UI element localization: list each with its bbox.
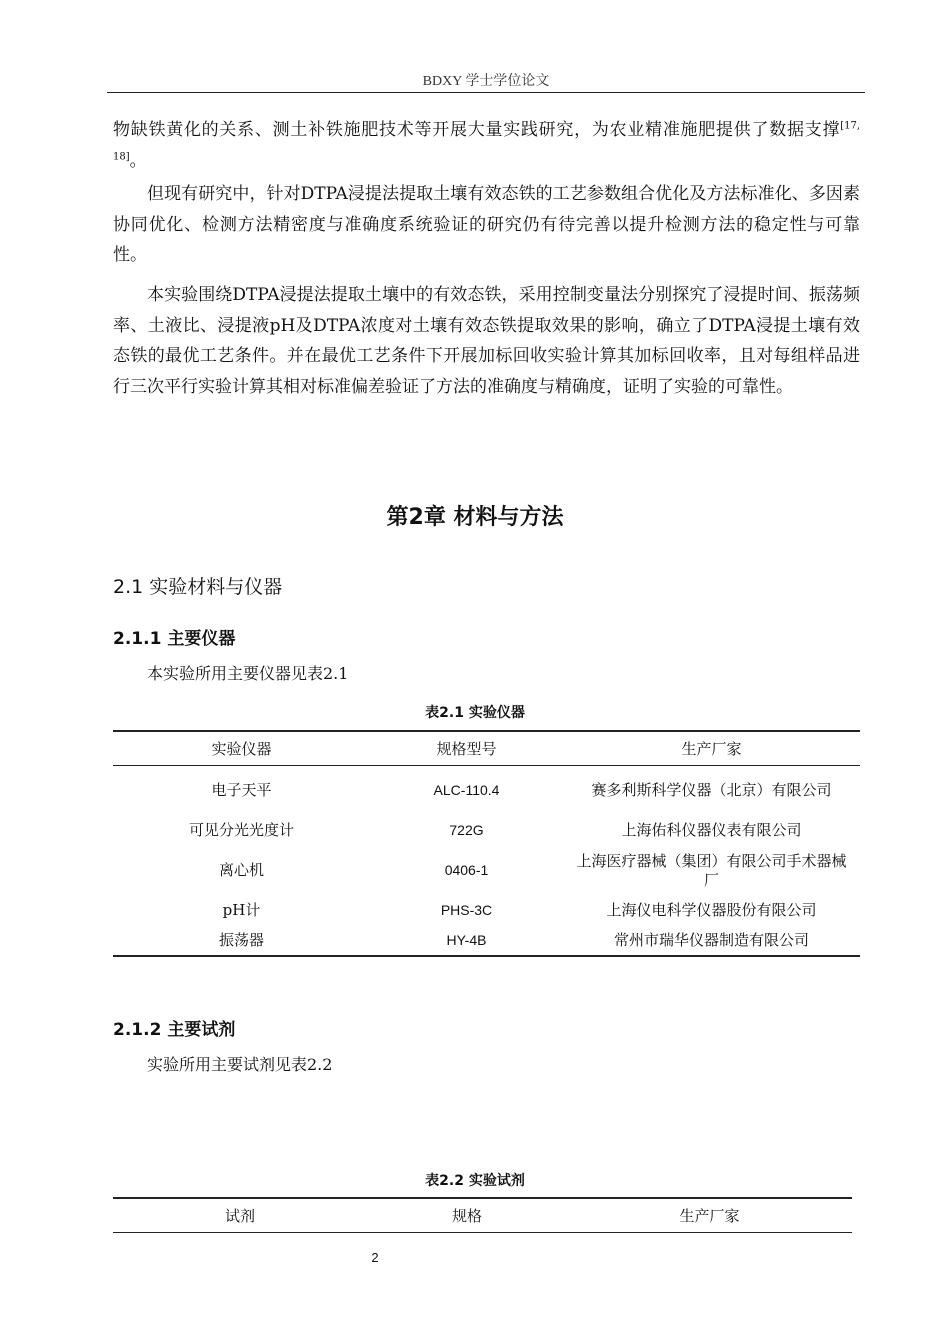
- table-cell: 722G: [449, 822, 484, 838]
- table-header-row: [113, 1198, 852, 1233]
- table-cell: HY-4B: [446, 931, 487, 948]
- table-1-caption: 表2.1 实验仪器: [425, 705, 525, 721]
- table-row: [113, 846, 860, 896]
- intro-paragraph-2: 但现有研究中，针对DTPA浸提法提取土壤有效态铁的工艺参数组合优化及方法标准化、多因素协同优化、检测方法精密度与准确度系统验证的研究仍有待完善以提升检测方法的稳定性与可靠性。: [113, 184, 860, 265]
- table-cell: 上海佑科仪器仪表有限公司: [621, 821, 802, 839]
- table-cell: 常州市瑞华仪器制造有限公司: [613, 930, 809, 949]
- table-2-caption: 表2.2 实验试剂: [425, 1173, 525, 1189]
- table-header-row: [113, 731, 860, 766]
- column-header: 生产厂家: [563, 731, 860, 766]
- intro-paragraph-1-text: 物缺铁黄化的关系、测土补铁施肥技术等开展大量实践研究，为农业精准施肥提供了数据支撑: [113, 120, 841, 140]
- intro-paragraph-1: [113, 115, 860, 176]
- table-cell: 可见分光光度计: [188, 821, 294, 839]
- table-cell: 振荡器: [218, 930, 264, 949]
- section-heading-2-1-1: 2.1.1 主要仪器: [113, 629, 236, 649]
- column-header: 生产厂家: [567, 1198, 852, 1233]
- table-row: [113, 926, 860, 956]
- reagents-intro-text: 实验所用主要试剂见表2.2: [147, 1055, 333, 1074]
- section-heading-2-1-2: 2.1.2 主要试剂: [113, 1020, 236, 1040]
- instruments-intro-text: 本实验所用主要仪器见表2.1: [147, 664, 349, 683]
- running-header: BDXY 学士学位论文: [107, 70, 865, 93]
- intro-paragraph-1-end: 。: [129, 150, 147, 171]
- table-cell: PHS-3C: [440, 902, 493, 918]
- reagent-table: [113, 1197, 852, 1233]
- table-row: [113, 766, 860, 816]
- column-header: 规格: [367, 1198, 567, 1233]
- table-row: [113, 816, 860, 846]
- instrument-table: [113, 730, 860, 957]
- page-number: 2: [371, 1250, 379, 1265]
- section-heading-2-1: 2.1 实验材料与仪器: [113, 576, 283, 598]
- table-cell: ALC-110.4: [433, 782, 500, 799]
- intro-paragraph-3: 本实验围绕DTPA浸提法提取土壤中的有效态铁，采用控制变量法分别探究了浸提时间、振荡频率、土液比、浸提液pH及DTPA浓度对土壤有效态铁提取效果的影响，确立了DTPA浸提土壤有效态铁的最优工艺条件。并在最优工艺条件下开展加标回收实验计算其加标回收率，且对每组样品进行三次平行实验计算其相对标准偏差验证了方法的准确度与精确度，证明了实验的可靠性。: [113, 285, 860, 397]
- table-cell: pH计: [222, 901, 261, 919]
- table-cell: 赛多利斯科学仪器（北京）有限公司: [591, 781, 832, 800]
- table-cell: 上海仪电科学仪器股份有限公司: [606, 901, 817, 919]
- table-cell: 电子天平: [211, 781, 272, 800]
- chapter-title: 第2章 材料与方法: [386, 505, 564, 530]
- table-cell: 离心机: [218, 861, 264, 879]
- column-header: 规格型号: [370, 731, 563, 766]
- citation: [17, 18]: [113, 120, 860, 162]
- column-header: 实验仪器: [113, 731, 370, 766]
- column-header: 试剂: [113, 1198, 367, 1233]
- table-cell: 上海医疗器械（集团）有限公司手术器械厂: [576, 851, 847, 889]
- table-cell: 0406-1: [444, 862, 489, 878]
- table-row: [113, 896, 860, 926]
